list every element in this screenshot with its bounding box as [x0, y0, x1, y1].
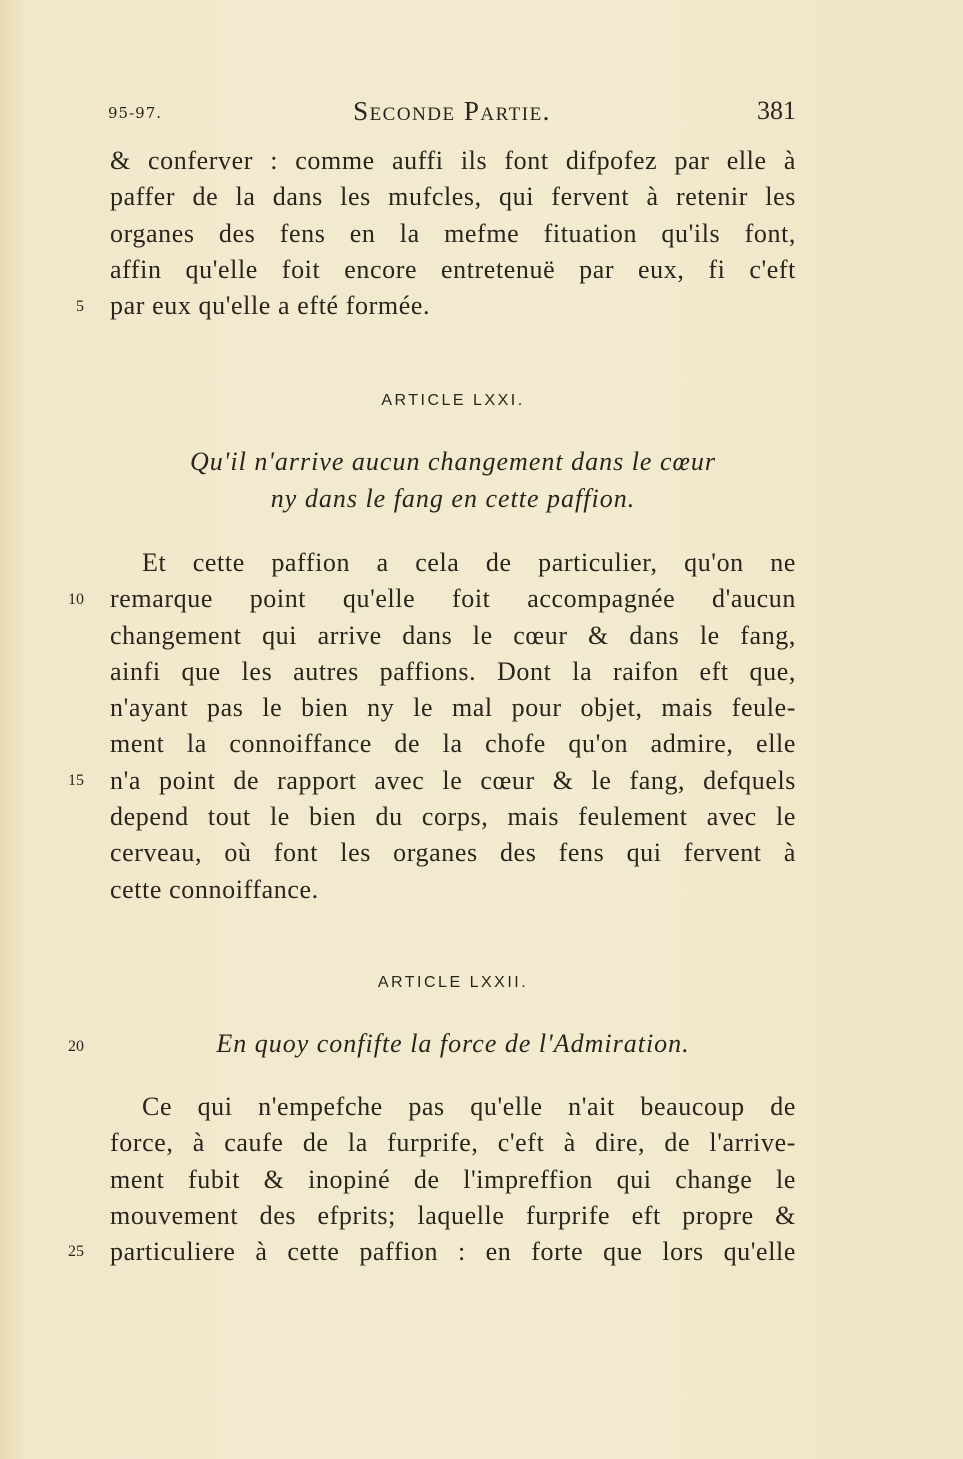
page-range: 95-97.: [108, 104, 163, 122]
paragraph: [110, 545, 796, 908]
page-number: 381: [757, 96, 796, 125]
line-number-20: 20: [68, 1038, 84, 1055]
article-title-line: ny dans le fang en cette paffion.: [270, 484, 636, 513]
text-line: paffer de la dans les mufcles, qui fervent à retenir les: [110, 182, 796, 212]
text-line: cerveau, où font les organes des fens qui fervent à: [110, 838, 796, 868]
section-title: Seconde Partie.: [353, 96, 551, 126]
article-heading: ARTICLE LXXII.: [377, 974, 529, 991]
text-line: particuliere à cette paffion : en forte que lors qu'elle: [110, 1237, 796, 1267]
text-line: cette connoiffance.: [110, 874, 319, 904]
text-line: depend tout le bien du corps, mais feulement avec le: [110, 802, 796, 832]
text-line: affin qu'elle foit encore entretenuë par eux, fi c'eft: [110, 254, 796, 284]
line-number-25: 25: [68, 1243, 84, 1260]
text-line: organes des fens en la mefme fituation qu'ils font,: [110, 218, 796, 248]
line-number-15: 15: [68, 772, 84, 789]
line-number-5: 5: [76, 298, 84, 315]
text-line: ment la connoiffance de la chofe qu'on admire, elle: [110, 729, 796, 759]
text-line: ainfi que les autres paffions. Dont la raifon eft que,: [110, 656, 796, 686]
text-line: & conferver : comme auffi ils font difpofez par elle à: [110, 146, 796, 175]
text-line: ment fubit & inopiné de l'impreffion qui change le: [110, 1164, 796, 1194]
text-line: Ce qui n'empefche pas qu'elle n'ait beaucoup de: [142, 1092, 796, 1121]
article-title: En quoy confifte la force de l'Admiration.: [216, 1029, 690, 1058]
text-line: Et cette paffion a cela de particulier, qu'on ne: [142, 548, 796, 577]
text-line: remarque point qu'elle foit accompagnée d'aucun: [110, 584, 796, 614]
paragraph-continuation: [110, 143, 796, 324]
article-heading: ARTICLE LXXI.: [381, 392, 525, 409]
paragraph: [110, 1089, 796, 1270]
text-line: changement qui arrive dans le cœur & dans le fang,: [110, 620, 796, 650]
text-line: n'a point de rapport avec le cœur & le fang, defquels: [110, 765, 796, 795]
article-title-line: Qu'il n'arrive aucun changement dans le cœur: [190, 447, 716, 476]
text-line: force, à caufe de la furprife, c'eft à dire, de l'arrive-: [110, 1128, 796, 1158]
running-head: [108, 96, 796, 130]
line-number-10: 10: [68, 591, 84, 608]
article-title: [110, 443, 796, 517]
text-line: mouvement des efprits; laquelle furprife eft propre &: [110, 1200, 796, 1230]
text-line: par eux qu'elle a efté formée.: [110, 291, 431, 321]
text-line: n'ayant pas le bien ny le mal pour objet, mais feule-: [110, 693, 796, 723]
